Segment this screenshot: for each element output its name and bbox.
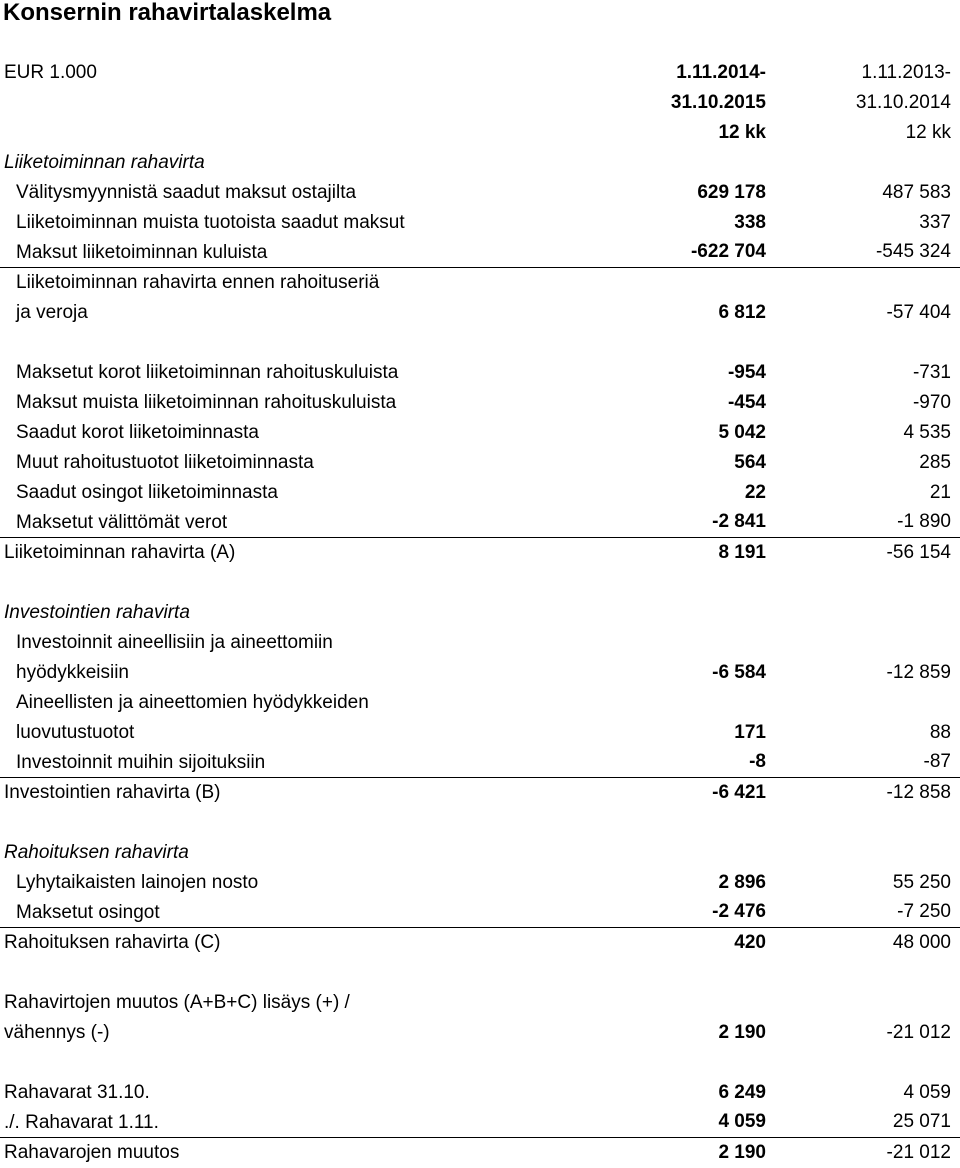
row-label: Rahavirtojen muutos (A+B+C) lisäys (+) / vähennys (-) — [4, 992, 350, 1043]
value-previous-period: 55 250 — [892, 872, 951, 893]
row-label: Lyhytaikaisten lainojen nosto — [16, 872, 259, 893]
row-label: Liiketoiminnan rahavirta (A) — [4, 542, 236, 563]
value-current-period: -8 — [749, 751, 766, 772]
value-current-period: 564 — [734, 452, 766, 473]
row-label: Investointien rahavirta (B) — [4, 782, 221, 803]
period-current-length: 12 kk — [718, 122, 766, 143]
row-label: Investoinnit aineellisiin ja aineettomiin hyödykkeisiin — [16, 632, 333, 683]
value-previous-period: -21 012 — [886, 1142, 951, 1163]
row-label: Rahoituksen rahavirta (C) — [4, 932, 221, 953]
row-label: Saadut osingot liiketoiminnasta — [16, 482, 278, 503]
statement-row — [0, 1138, 960, 1168]
row-label: Saadut korot liiketoiminnasta — [16, 422, 259, 443]
value-current-period: -6 584 — [712, 662, 766, 683]
value-current-period: 5 042 — [718, 422, 766, 443]
row-label: Maksut liiketoiminnan kuluista — [16, 242, 268, 263]
column-header — [0, 58, 960, 148]
statement-row — [0, 388, 960, 418]
value-previous-period: 25 071 — [892, 1111, 951, 1132]
currency-unit: EUR 1.000 — [4, 62, 97, 83]
row-label: Rahavarat 31.10. — [4, 1082, 150, 1103]
statement-row — [0, 688, 960, 748]
value-previous-period: -56 154 — [886, 542, 951, 563]
statement-row — [0, 418, 960, 448]
value-previous-period: -731 — [912, 362, 951, 383]
section-heading: Liiketoiminnan rahavirta — [4, 152, 205, 173]
statement-row — [0, 478, 960, 508]
section-heading-row — [0, 598, 960, 628]
row-label: Välitysmyynnistä saadut maksut ostajilta — [16, 182, 357, 203]
value-current-period: 8 191 — [718, 542, 766, 563]
statement-row — [0, 1108, 960, 1138]
period-previous-start: 1.11.2013- — [861, 62, 951, 83]
value-previous-period: 4 059 — [903, 1082, 951, 1103]
value-current-period: 6 249 — [718, 1082, 766, 1103]
value-previous-period: 487 583 — [882, 182, 951, 203]
value-current-period: 6 812 — [718, 302, 766, 323]
value-previous-period: -7 250 — [897, 901, 951, 922]
statement-row — [0, 988, 960, 1048]
row-label: Maksetut korot liiketoiminnan rahoituskuluista — [16, 362, 399, 383]
value-current-period: 629 178 — [697, 182, 766, 203]
statement-row — [0, 508, 960, 538]
row-label: Aineellisten ja aineettomien hyödykkeiden luovutustuotot — [16, 692, 369, 743]
value-previous-period: 48 000 — [892, 932, 951, 953]
value-current-period: -2 476 — [712, 901, 766, 922]
row-label: Maksetut osingot — [16, 902, 160, 923]
spacer-row — [0, 1048, 960, 1078]
period-previous-length: 12 kk — [905, 122, 951, 143]
statement-row — [0, 238, 960, 268]
statement-row — [0, 868, 960, 898]
row-label: Investoinnit muihin sijoituksiin — [16, 752, 266, 773]
value-current-period: 338 — [734, 212, 766, 233]
value-current-period: -954 — [727, 362, 766, 383]
value-previous-period: -57 404 — [886, 302, 951, 323]
page-title: Konsernin rahavirtalaskelma — [3, 0, 332, 26]
value-previous-period: 337 — [919, 212, 951, 233]
value-previous-period: -12 859 — [886, 662, 951, 683]
value-current-period: 171 — [734, 722, 766, 743]
statement-row — [0, 778, 960, 808]
value-current-period: -454 — [727, 392, 766, 413]
statement-row — [0, 208, 960, 238]
statement-row — [0, 1078, 960, 1108]
row-label: ./. Rahavarat 1.11. — [4, 1112, 159, 1133]
spacer-row — [0, 328, 960, 358]
spacer-row — [0, 808, 960, 838]
value-current-period: 22 — [744, 482, 766, 503]
statement-row — [0, 748, 960, 778]
spacer-row — [0, 568, 960, 598]
value-current-period: 2 190 — [718, 1142, 766, 1163]
statement-row — [0, 628, 960, 688]
value-current-period: -2 841 — [712, 511, 766, 532]
section-heading-row — [0, 148, 960, 178]
statement-row — [0, 358, 960, 388]
statement-row — [0, 928, 960, 958]
value-current-period: 420 — [734, 932, 766, 953]
value-previous-period: 21 — [929, 482, 951, 503]
row-label: Muut rahoitustuotot liiketoiminnasta — [16, 452, 314, 473]
statement-row — [0, 448, 960, 478]
value-previous-period: -87 — [923, 751, 951, 772]
statement-row — [0, 178, 960, 208]
section-heading: Investointien rahavirta — [4, 602, 190, 623]
row-label: Liiketoiminnan muista tuotoista saadut maksut — [16, 212, 405, 233]
section-heading-row — [0, 838, 960, 868]
value-previous-period: -1 890 — [897, 511, 951, 532]
value-previous-period: 4 535 — [903, 422, 951, 443]
period-current-end: 31.10.2015 — [670, 92, 766, 113]
statement-row — [0, 898, 960, 928]
spacer-row — [0, 958, 960, 988]
row-label: Rahavarojen muutos — [4, 1142, 180, 1163]
statement-row — [0, 268, 960, 328]
period-current-start: 1.11.2014- — [676, 62, 766, 83]
section-heading: Rahoituksen rahavirta — [4, 842, 189, 863]
value-current-period: 4 059 — [718, 1111, 766, 1132]
value-previous-period: -12 858 — [886, 782, 951, 803]
row-label: Maksut muista liiketoiminnan rahoituskuluista — [16, 392, 397, 413]
period-previous-end: 31.10.2014 — [855, 92, 951, 113]
value-current-period: 2 190 — [718, 1022, 766, 1043]
value-current-period: -622 704 — [690, 241, 766, 262]
row-label: Maksetut välittömät verot — [16, 512, 228, 533]
value-previous-period: -21 012 — [886, 1022, 951, 1043]
value-previous-period: -970 — [912, 392, 951, 413]
value-previous-period: -545 324 — [875, 241, 951, 262]
value-current-period: -6 421 — [712, 782, 766, 803]
cash-flow-statement — [0, 148, 960, 1168]
statement-row — [0, 538, 960, 568]
row-label: Liiketoiminnan rahavirta ennen rahoituseriä ja veroja — [16, 272, 380, 323]
value-previous-period: 285 — [919, 452, 951, 473]
value-current-period: 2 896 — [718, 872, 766, 893]
value-previous-period: 88 — [929, 722, 951, 743]
